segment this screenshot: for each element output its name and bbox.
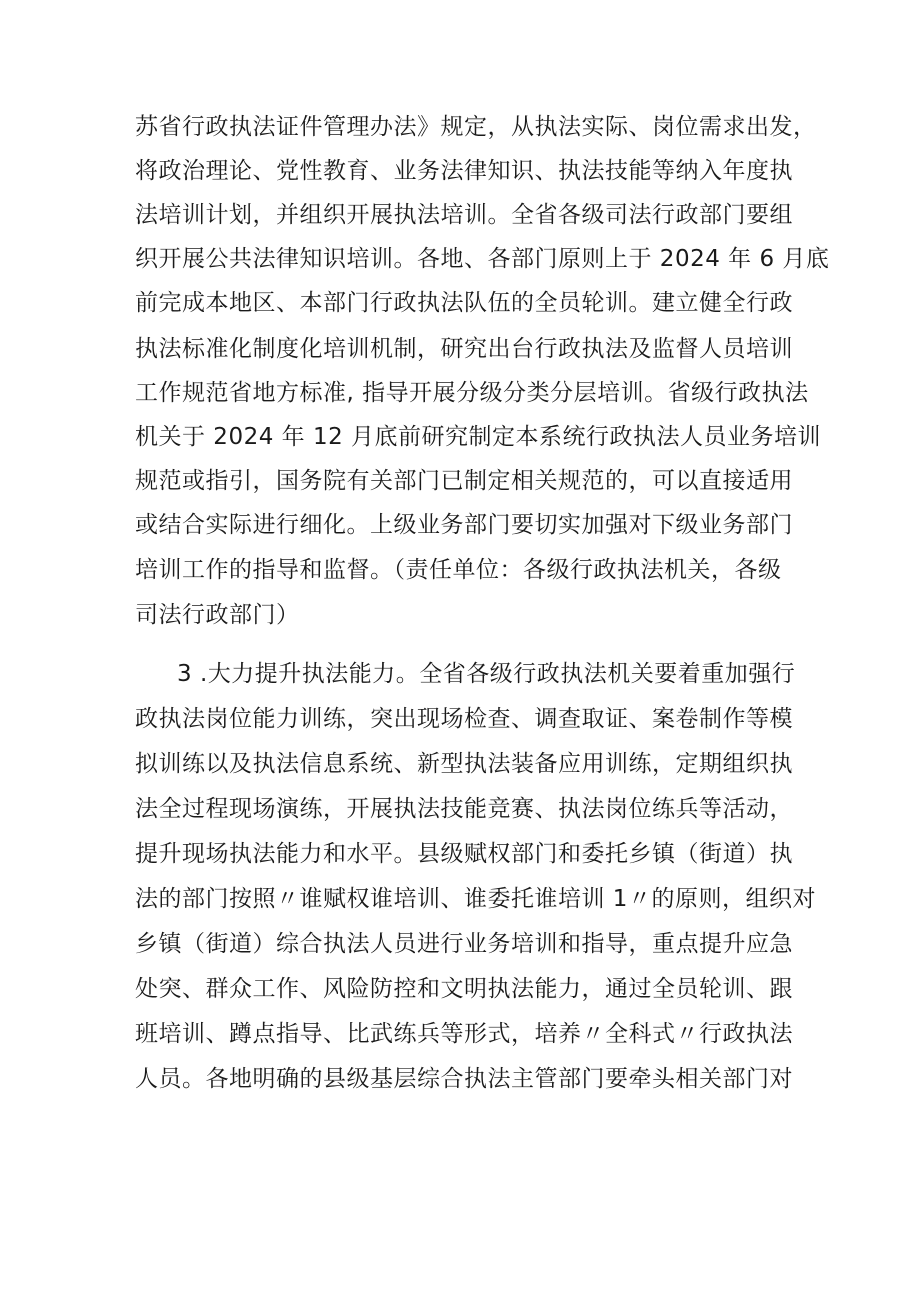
paragraph-1-line-6: 执法标准化制度化培训机制，研究出台行政执法及监督人员培训 <box>135 336 793 362</box>
paragraph-1-line-3: 法培训计划，并组织开展执法培训。全省各级司法行政部门要组 <box>135 202 793 228</box>
paragraph-1-line-12: 司法行政部门） <box>135 602 300 628</box>
paragraph-2-line-2: 政执法岗位能力训练，突出现场检查、调查取证、案卷制作等模 <box>135 706 793 732</box>
paragraph-2-line-7: 乡镇（街道）综合执法人员进行业务培训和指导，重点提升应急 <box>135 931 793 957</box>
paragraph-1-line-11: 培训工作的指导和监督。（责任单位：各级行政执法机关，各级 <box>135 557 782 583</box>
paragraph-1-line-1: 苏省行政执法证件管理办法》规定，从执法实际、岗位需求出发， <box>135 114 817 140</box>
paragraph-2-line-4: 法全过程现场演练，开展执法技能竞赛、执法岗位练兵等活动， <box>135 796 793 822</box>
paragraph-1-line-10: 或结合实际进行细化。上级业务部门要切实加强对下级业务部门 <box>135 512 793 538</box>
paragraph-1-line-5: 前完成本地区、本部门行政执法队伍的全员轮训。建立健全行政 <box>135 290 793 316</box>
paragraph-1-line-9: 规范或指引，国务院有关部门已制定相关规范的，可以直接适用 <box>135 468 793 494</box>
paragraph-1-line-8: 机关于 2024 年 12 月底前研究制定本系统行政执法人员业务培训 <box>135 424 822 450</box>
paragraph-1-line-4: 织开展公共法律知识培训。各地、各部门原则上于 2024 年 6 月底 <box>135 246 830 272</box>
paragraph-1-line-7: 工作规范省地方标准, 指导开展分级分类分层培训。省级行政执法 <box>135 380 809 406</box>
paragraph-2-line-10: 人员。各地明确的县级基层综合执法主管部门要牵头相关部门对 <box>135 1066 793 1092</box>
paragraph-2-line-5: 提升现场执法能力和水平。县级赋权部门和委托乡镇（街道）执 <box>135 841 793 867</box>
paragraph-1-line-2: 将政治理论、党性教育、业务法律知识、执法技能等纳入年度执 <box>135 158 793 184</box>
paragraph-2-line-8: 处突、群众工作、风险防控和文明执法能力，通过全员轮训、跟 <box>135 976 793 1002</box>
paragraph-2-line-9: 班培训、蹲点指导、比武练兵等形式，培养〃全科式〃行政执法 <box>135 1021 793 1047</box>
paragraph-2-line-1: 3 .大力提升执法能力。全省各级行政执法机关要着重加强行 <box>177 661 796 687</box>
paragraph-2-line-6: 法的部门按照〃谁赋权谁培训、谁委托谁培训 1〃的原则，组织对 <box>135 886 816 912</box>
paragraph-2-line-3: 拟训练以及执法信息系统、新型执法装备应用训练，定期组织执 <box>135 751 793 777</box>
